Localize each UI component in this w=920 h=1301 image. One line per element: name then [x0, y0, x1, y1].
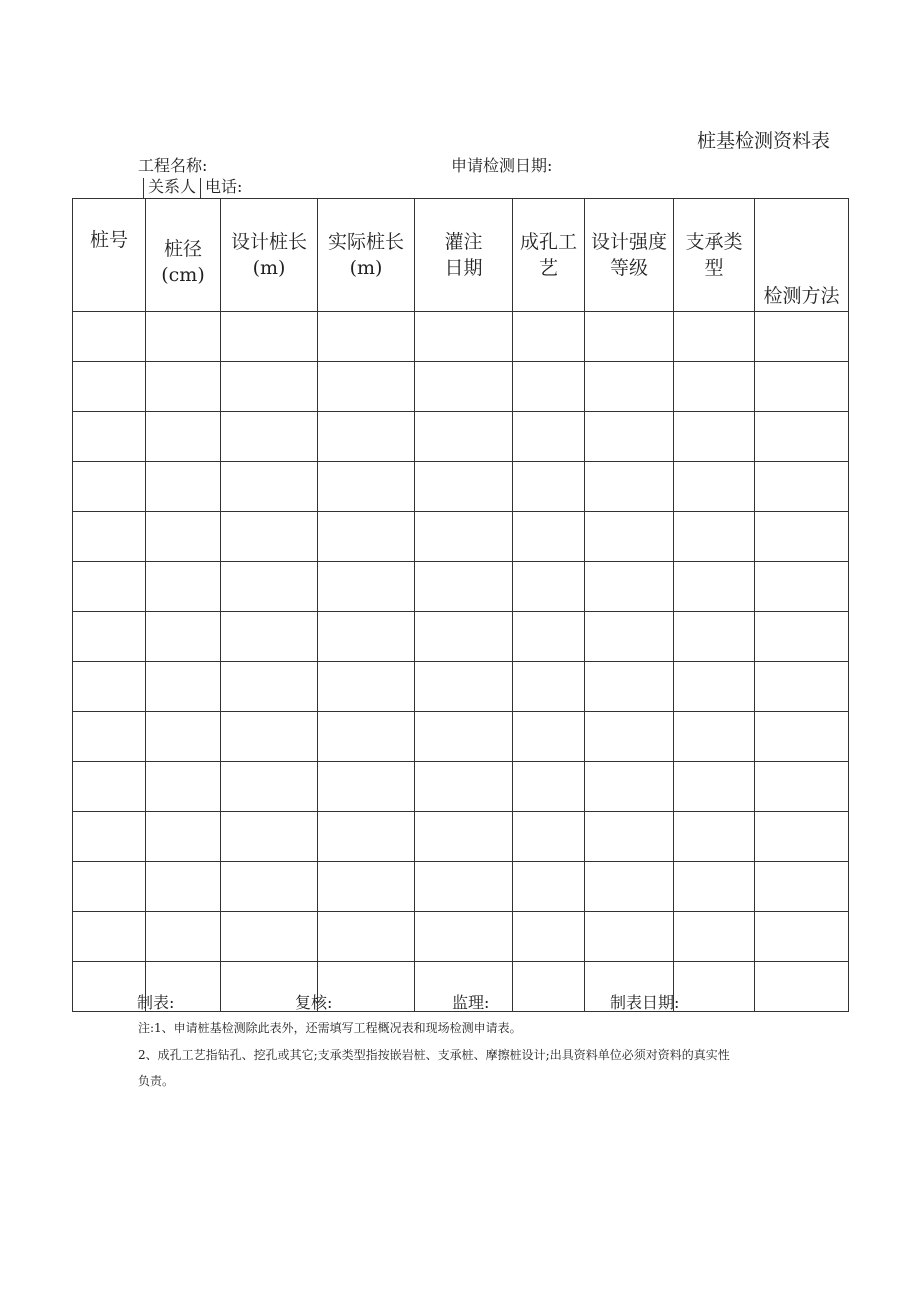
note-line-3: 负责。 — [138, 1074, 175, 1088]
table-cell[interactable] — [585, 562, 674, 612]
contact-label: 关系人 — [148, 177, 197, 196]
header-pile-diameter: 桩径 (cm) — [146, 199, 221, 312]
table-cell[interactable] — [674, 462, 755, 512]
project-name-label: 工程名称: — [138, 156, 208, 175]
table-cell[interactable] — [318, 812, 415, 862]
table-cell[interactable] — [415, 912, 513, 962]
table-cell[interactable] — [221, 462, 318, 512]
table-cell[interactable] — [674, 612, 755, 662]
table-cell[interactable] — [318, 612, 415, 662]
table-cell[interactable] — [318, 862, 415, 912]
table-cell[interactable] — [513, 462, 585, 512]
table-cell[interactable] — [146, 312, 221, 362]
prepared-by-label: 制表: — [137, 993, 175, 1012]
table-cell[interactable] — [674, 912, 755, 962]
table-cell[interactable] — [674, 512, 755, 562]
table-cell[interactable] — [415, 662, 513, 712]
table-cell[interactable] — [221, 612, 318, 662]
header-support-type: 支承类 型 — [674, 199, 755, 312]
table-row — [73, 662, 849, 712]
table-cell[interactable] — [513, 512, 585, 562]
table-cell[interactable] — [585, 612, 674, 662]
table-row — [73, 312, 849, 362]
table-cell[interactable] — [585, 362, 674, 412]
table-cell[interactable] — [585, 512, 674, 562]
table-cell[interactable] — [755, 662, 849, 712]
table-cell[interactable] — [146, 662, 221, 712]
table-row — [73, 412, 849, 462]
table-row — [73, 612, 849, 662]
pile-data-table — [72, 198, 849, 1012]
table-row — [73, 812, 849, 862]
table-cell[interactable] — [146, 412, 221, 462]
table-cell[interactable] — [585, 312, 674, 362]
table-cell[interactable] — [513, 712, 585, 762]
table-row — [73, 362, 849, 412]
table-cell[interactable] — [146, 562, 221, 612]
table-cell[interactable] — [146, 462, 221, 512]
table-cell[interactable] — [73, 762, 146, 812]
table-cell[interactable] — [221, 912, 318, 962]
table-cell[interactable] — [318, 462, 415, 512]
table-cell[interactable] — [73, 712, 146, 762]
table-cell[interactable] — [221, 362, 318, 412]
table-cell[interactable] — [755, 812, 849, 862]
note-line-1: 注:1、申请桩基检测除此表外，还需填写工程概况表和现场检测申请表。 — [138, 1021, 522, 1035]
table-cell[interactable] — [415, 312, 513, 362]
table-cell[interactable] — [585, 412, 674, 462]
header-design-length: 设计桩长 (m) — [221, 199, 318, 312]
supervisor-label: 监理: — [452, 993, 490, 1012]
header-test-method: 检测方法 — [755, 199, 849, 312]
table-cell[interactable] — [585, 812, 674, 862]
table-cell[interactable] — [73, 412, 146, 462]
header-pile-number: 桩号 — [73, 199, 146, 312]
table-cell[interactable] — [146, 362, 221, 412]
table-cell[interactable] — [674, 762, 755, 812]
table-cell[interactable] — [755, 712, 849, 762]
reviewed-by-label: 复核: — [295, 993, 333, 1012]
table-cell[interactable] — [318, 312, 415, 362]
table-cell[interactable] — [674, 812, 755, 862]
table-cell[interactable] — [513, 612, 585, 662]
table-cell[interactable] — [146, 862, 221, 912]
contact-line — [143, 174, 246, 198]
table-cell[interactable] — [755, 612, 849, 662]
header-boring-process: 成孔工 艺 — [513, 199, 585, 312]
table-cell[interactable] — [674, 662, 755, 712]
table-header-row — [73, 199, 849, 312]
table-cell[interactable] — [585, 712, 674, 762]
separator-bar — [143, 178, 144, 198]
table-cell[interactable] — [755, 512, 849, 562]
table-cell[interactable] — [415, 612, 513, 662]
table-cell[interactable] — [755, 362, 849, 412]
table-cell[interactable] — [73, 362, 146, 412]
table-cell[interactable] — [585, 862, 674, 912]
table-cell[interactable] — [513, 812, 585, 862]
table-cell[interactable] — [318, 662, 415, 712]
table-cell[interactable] — [674, 312, 755, 362]
table-cell[interactable] — [415, 462, 513, 512]
table-cell[interactable] — [415, 712, 513, 762]
table-cell[interactable] — [513, 312, 585, 362]
table-cell[interactable] — [221, 762, 318, 812]
table-cell[interactable] — [146, 512, 221, 562]
table-cell[interactable] — [585, 662, 674, 712]
table-cell[interactable] — [318, 362, 415, 412]
table-cell[interactable] — [415, 762, 513, 812]
document-title: 桩基检测资料表 — [697, 130, 831, 152]
table-cell[interactable] — [73, 912, 146, 962]
table-cell[interactable] — [415, 812, 513, 862]
table-cell[interactable] — [415, 862, 513, 912]
table-cell[interactable] — [73, 512, 146, 562]
table-cell[interactable] — [73, 612, 146, 662]
table-cell[interactable] — [73, 562, 146, 612]
table-cell[interactable] — [318, 512, 415, 562]
table-cell[interactable] — [513, 662, 585, 712]
table-cell[interactable] — [318, 412, 415, 462]
table-row — [73, 912, 849, 962]
table-cell[interactable] — [221, 812, 318, 862]
table-row — [73, 562, 849, 612]
table-cell[interactable] — [755, 412, 849, 462]
table-cell[interactable] — [221, 662, 318, 712]
table-cell[interactable] — [755, 862, 849, 912]
table-cell[interactable] — [585, 462, 674, 512]
table-cell[interactable] — [674, 862, 755, 912]
table-cell[interactable] — [221, 312, 318, 362]
header-actual-length: 实际桩长 (m) — [318, 199, 415, 312]
table-cell[interactable] — [415, 362, 513, 412]
table-row — [73, 462, 849, 512]
signature-line — [137, 990, 837, 1012]
table-cell[interactable] — [318, 562, 415, 612]
table-cell[interactable] — [73, 862, 146, 912]
table-cell[interactable] — [674, 712, 755, 762]
header-pour-date: 灌注 日期 — [415, 199, 513, 312]
table-cell[interactable] — [674, 412, 755, 462]
table-cell[interactable] — [318, 712, 415, 762]
table-cell[interactable] — [513, 412, 585, 462]
table-cell[interactable] — [755, 762, 849, 812]
prepared-date-label: 制表日期: — [610, 993, 680, 1012]
table-row — [73, 512, 849, 562]
table-cell[interactable] — [221, 562, 318, 612]
table-cell[interactable] — [73, 962, 146, 1012]
table-cell[interactable] — [318, 762, 415, 812]
table-cell[interactable] — [221, 862, 318, 912]
table-cell[interactable] — [146, 912, 221, 962]
table-row — [73, 862, 849, 912]
header-design-strength: 设计强度 等级 — [585, 199, 674, 312]
table-cell[interactable] — [415, 412, 513, 462]
table-cell[interactable] — [513, 562, 585, 612]
table-cell[interactable] — [146, 712, 221, 762]
table-row — [73, 762, 849, 812]
table-row — [73, 712, 849, 762]
table-cell[interactable] — [221, 512, 318, 562]
table-cell[interactable] — [755, 562, 849, 612]
table-cell[interactable] — [415, 562, 513, 612]
table-cell[interactable] — [755, 312, 849, 362]
table-cell[interactable] — [513, 362, 585, 412]
table-cell[interactable] — [73, 312, 146, 362]
table-cell[interactable] — [221, 412, 318, 462]
table-cell[interactable] — [755, 912, 849, 962]
table-cell[interactable] — [73, 662, 146, 712]
table-cell[interactable] — [221, 712, 318, 762]
table-cell[interactable] — [513, 862, 585, 912]
phone-label: 电话: — [205, 177, 243, 196]
table-cell[interactable] — [415, 512, 513, 562]
table-cell[interactable] — [146, 762, 221, 812]
table-cell[interactable] — [674, 562, 755, 612]
separator-bar — [200, 178, 201, 198]
application-date-label: 申请检测日期: — [451, 156, 553, 175]
table-cell[interactable] — [146, 612, 221, 662]
table-cell[interactable] — [513, 912, 585, 962]
table-cell[interactable] — [73, 812, 146, 862]
table-cell[interactable] — [513, 762, 585, 812]
note-line-2: 2、成孔工艺指钻孔、挖孔或其它;支承类型指按嵌岩桩、支承桩、摩擦桩设计;出具资料单位必须对资料的真实性 — [138, 1048, 730, 1062]
table-cell[interactable] — [318, 912, 415, 962]
table-cell[interactable] — [674, 362, 755, 412]
table-cell[interactable] — [146, 812, 221, 862]
table-cell[interactable] — [585, 762, 674, 812]
table-cell[interactable] — [585, 912, 674, 962]
table-cell[interactable] — [73, 462, 146, 512]
table-cell[interactable] — [755, 462, 849, 512]
